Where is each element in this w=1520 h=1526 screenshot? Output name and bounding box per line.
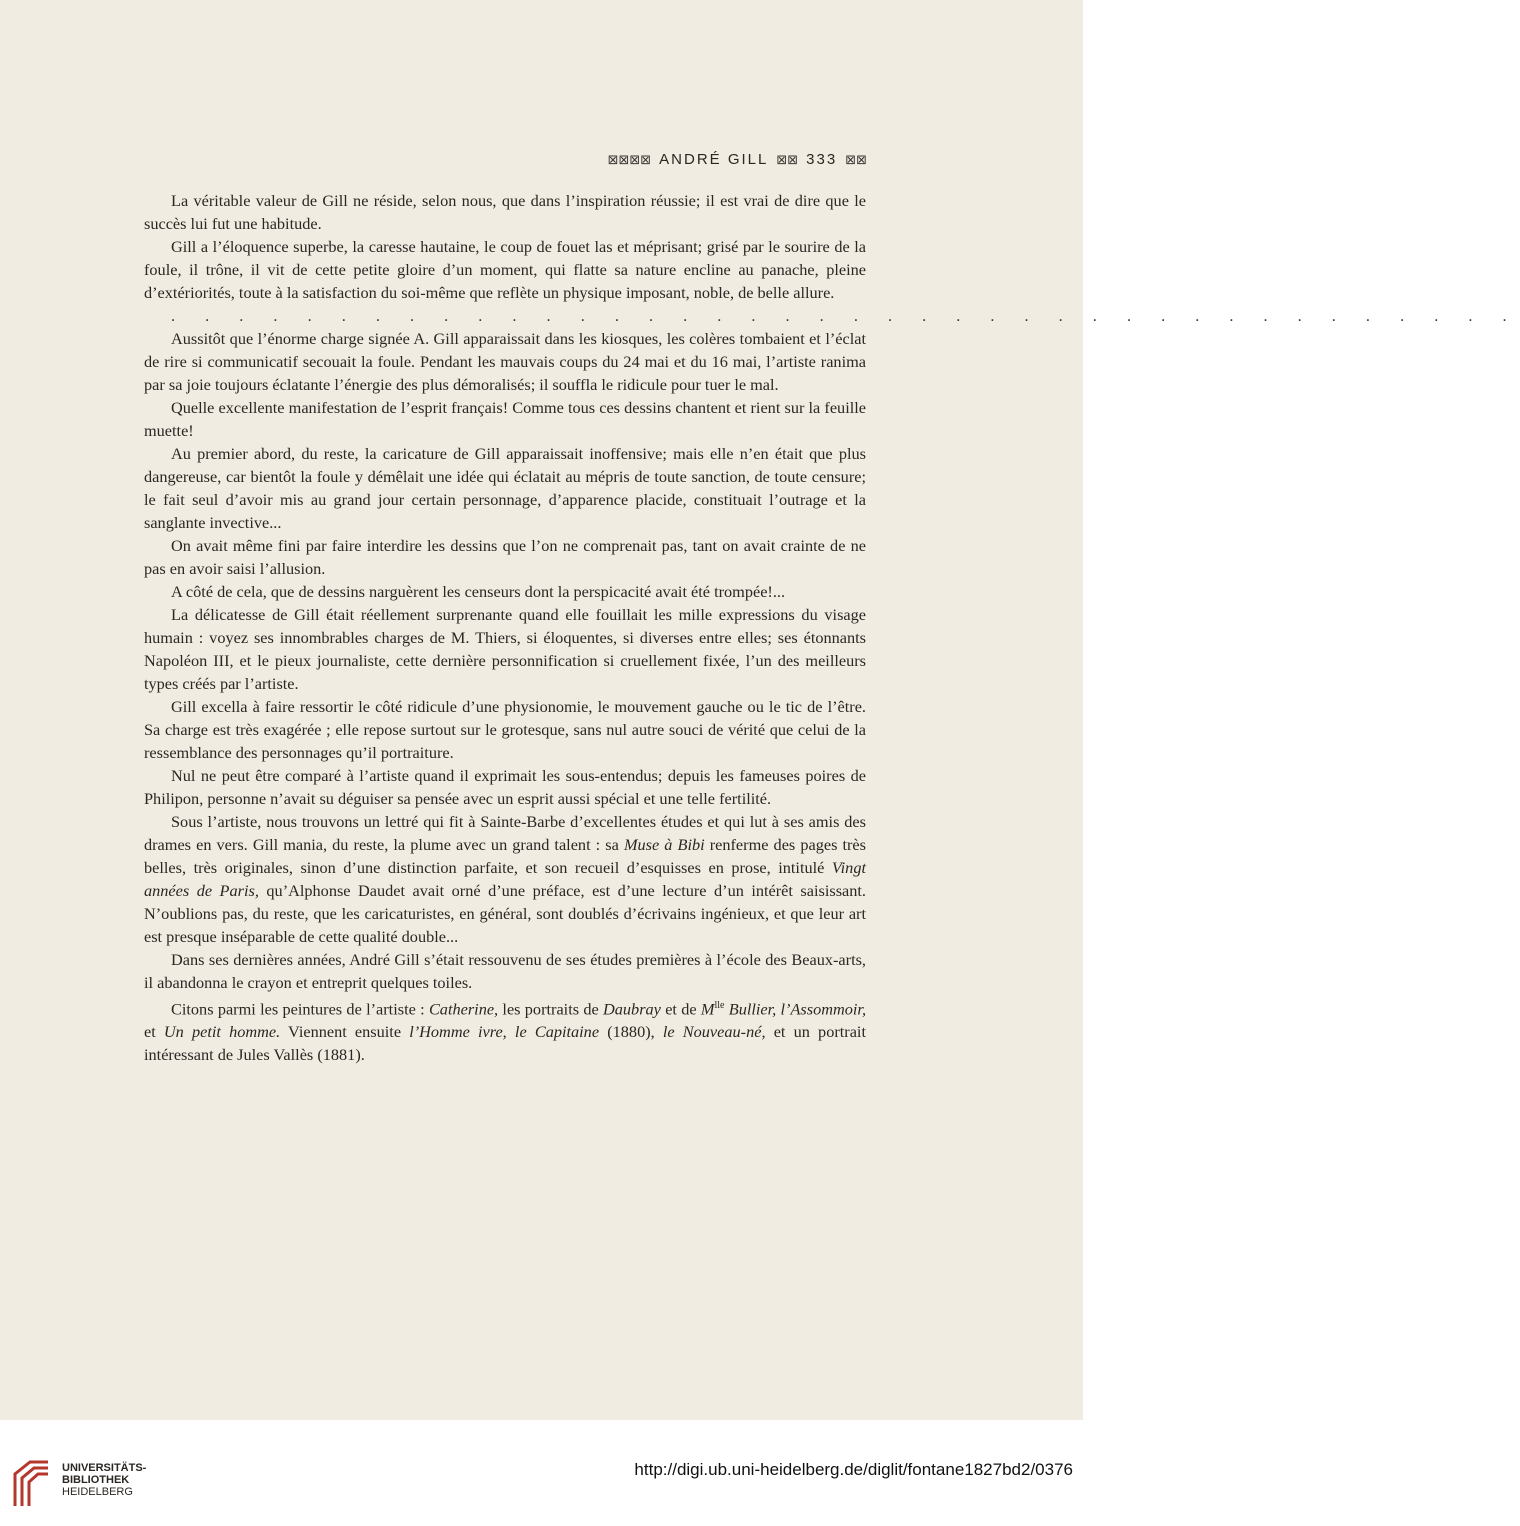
paragraph: Aussitôt que l’énorme charge signée A. Gill apparaissait dans les kiosques, les colères tombaient et l’éclat de rire si communicatif secouait la foule. Pendant les mauvais coups du 24 mai et du 16 mai, l’artiste ranima par sa joie toujours éclatante l’énergie des plus démoralisés; il souffla le ridicule pour tuer le mal. — [144, 329, 866, 394]
ornament-mid: ⊠⊠ — [776, 151, 799, 167]
paragraph: La délicatesse de Gill était réellement surprenante quand elle fouillait les mille expressions du visage humain : voyez ses innombrables charges de M. Thiers, si éloquentes, si diverses entre elles; ses étonnants Napoléon III, et le pieux journaliste, cette dernière personnification si cruellement fixée, l’un des meilleurs types créés par l’artiste. — [144, 605, 866, 693]
footer — [0, 1420, 1083, 1526]
library-name: UNIVERSITÄTS- BIBLIOTHEK HEIDELBERG — [62, 1462, 147, 1498]
paragraph: A côté de cela, que de dessins narguèrent les censeurs dont la perspicacité avait été trompée!... — [171, 582, 786, 601]
paragraph: Quelle excellente manifestation de l’esprit français! Comme tous ces dessins chantent et rient sur la feuille muette! — [144, 398, 866, 440]
running-head — [608, 151, 867, 168]
paragraph: Nul ne peut être comparé à l’artiste quand il exprimait les sous-entendus; depuis les fameuses poires de Philipon, personne n’avait su déguiser sa pensée avec un esprit aussi spécial et une telle fertilité. — [144, 766, 866, 808]
running-title: ANDRÉ GILL — [659, 151, 769, 168]
paragraph: On avait même fini par faire interdire les dessins que l’on ne comprenait pas, tant on avait crainte de ne pas en avoir saisi l’allusion. — [144, 536, 866, 578]
university-library-logo-icon[interactable] — [12, 1458, 54, 1510]
paragraph: Dans ses dernières années, André Gill s’était ressouvenu de ses études premières à l’école des Beaux-arts, il abandonna le crayon et entreprit quelques toiles. — [144, 950, 866, 992]
paragraph: Gill a l’éloquence superbe, la caresse hautaine, le coup de fouet las et méprisant; grisé par le sourire de la foule, il trône, il vit de cette petite gloire d’un moment, qui flatte sa nature encline au panache, pleine d’extériorités, toute à la satisfaction du soi-même que reflète un physique imposant, noble, de belle allure. — [144, 237, 866, 302]
ornament-left: ⊠⊠⊠⊠ — [607, 151, 652, 167]
title-vingt-annees: Vingt années de Paris, — [144, 858, 866, 900]
paragraph: Au premier abord, du reste, la caricature de Gill apparaissait inoffensive; mais elle n’en était que plus dangereuse, car bientôt la foule y démêlait une idée qui éclatait au mépris de toute sanction, de toute censure; le fait seul d’avoir mis au grand jour certain personnage, d’apparence placide, constituait l’outrage et la sanglante invective... — [144, 444, 866, 532]
body-text — [144, 189, 1520, 1066]
ornament-right: ⊠⊠ — [845, 151, 867, 167]
paragraph: La véritable valeur de Gill ne réside, selon nous, que dans l’inspiration réussie; il est vrai de dire que le succès lui fut une habitude. — [144, 191, 866, 233]
title-muse-a-bibi: Muse à Bibi — [623, 835, 705, 854]
paragraph-muse: Sous l’artiste, nous trouvons un lettré qui fit à Sainte-Barbe d’excellentes études et qui lut à ses amis des drames en vers. Gill mania, du reste, la plume avec un grand talent : sa Muse à Bibi renferme des pages très belles, très originales, sinon d’une distinction parfaite, et son recueil d’esquisses en prose, intitulé Vingt années de Paris, qu’Alphonse Daudet avait orné d’une préface, est d’une lecture d’un intérêt saisissant. N’oublions pas, du reste, que les caricaturistes, en général, sont doublés d’écrivains ingénieux, et que leur art est presque inséparable de cette qualité double... — [144, 812, 866, 946]
page-number: 333 — [806, 151, 838, 168]
source-url-link[interactable]: http://digi.ub.uni-heidelberg.de/diglit/fontane1827bd2/0376 — [634, 1460, 1073, 1479]
dotted-separator: . . . . . . . . . . . . . . . . . . . . . . . . . . . . . . . . . . . . . . . . — [171, 306, 1520, 325]
paragraph: Gill excella à faire ressortir le côté ridicule d’une physionomie, le mouvement gauche ou le tic de l’être. Sa charge est très exagérée ; elle repose surtout sur le grotesque, sans nul autre souci de vérité que celui de la ressemblance des personnages qu’il portraiture. — [144, 697, 866, 762]
paragraph-paintings: Citons parmi les peintures de l’artiste : Catherine, les portraits de Daubray et de $M^{lle}$ Bullier, l’Assommoir, et Un petit homme. Viennent ensuite l’Homme ivre, le Capitaine (1880), le Nouveau-né, et un portrait intéressant de Jules Vallès (1881). — [144, 999, 867, 1065]
